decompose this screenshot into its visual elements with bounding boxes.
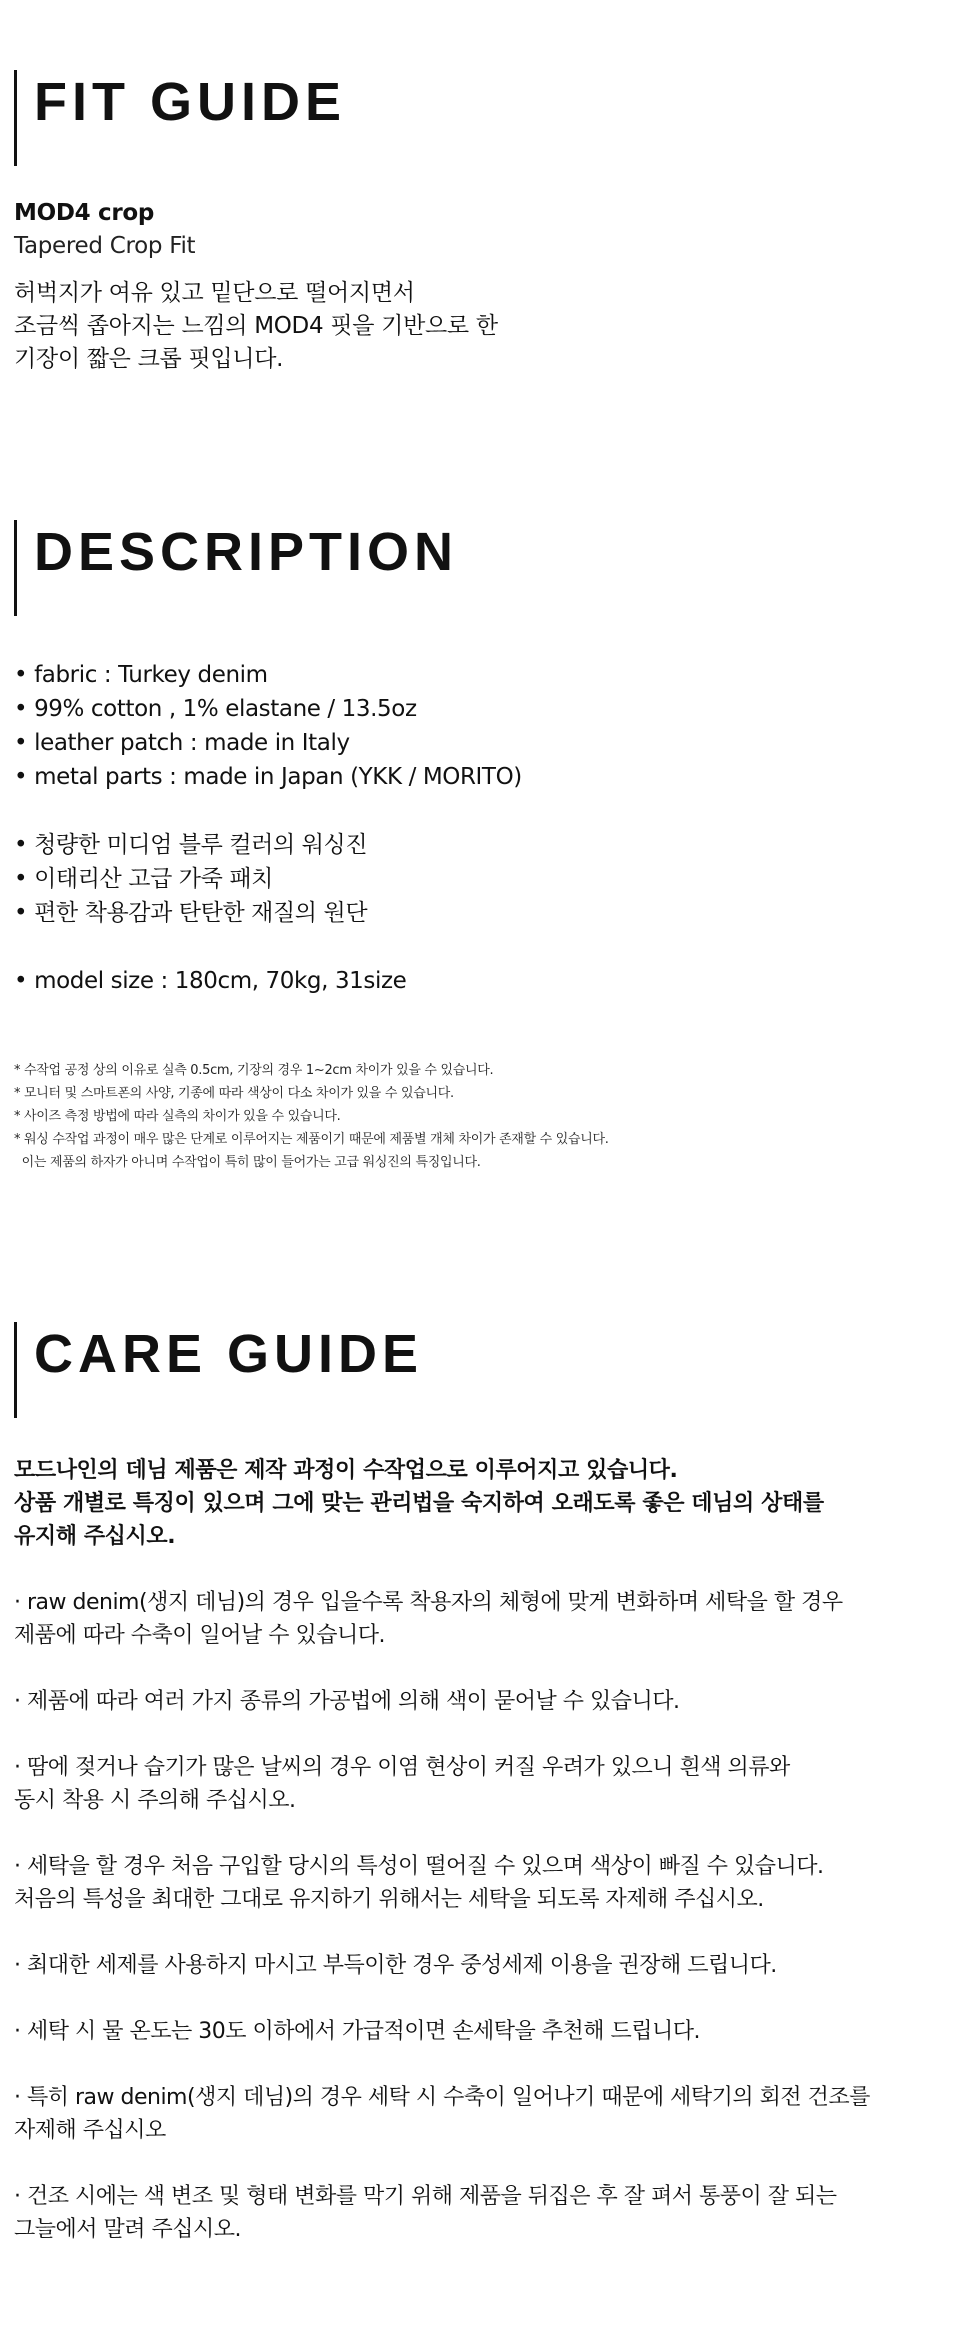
description-content <box>14 658 934 998</box>
care-list <box>14 1586 934 2246</box>
care-item-line: · 특히 raw denim(생지 데님)의 경우 세탁 시 수축이 일어나기 때문에 세탁기의 회전 건조를 <box>14 2085 870 2110</box>
model-size-text: • model size : 180cm, 70kg, 31size <box>14 968 407 994</box>
care-item <box>14 2180 934 2246</box>
care-intro <box>14 1454 934 1553</box>
care-item <box>14 1751 934 1817</box>
note-item: * 수작업 공정 상의 이유로 실측 0.5cm, 기장의 경우 1~2cm 차이가 있을 수 있습니다. <box>14 1063 494 1078</box>
section-accent-bar <box>14 520 17 616</box>
care-guide-title: CARE GUIDE <box>34 1324 424 1384</box>
care-item-line: · 건조 시에는 색 변조 및 형태 변화를 막기 위해 제품을 뒤집은 후 잘 펴서 통풍이 잘 되는 <box>14 2184 837 2209</box>
fit-guide-content <box>14 197 934 376</box>
care-item <box>14 1586 934 1652</box>
feature-item: • 이태리산 고급 가죽 패치 <box>14 866 273 892</box>
care-intro-line: 유지해 주십시오. <box>14 1524 176 1549</box>
feature-item: • 편한 착용감과 탄탄한 재질의 원단 <box>14 900 368 926</box>
care-guide-content <box>14 1454 934 2279</box>
spec-item: • leather patch : made in Italy <box>14 730 350 756</box>
care-item-line: 자제해 주십시오 <box>14 2118 166 2143</box>
spec-item: • 99% cotton , 1% elastane / 13.5oz <box>14 696 417 722</box>
care-item-line: 동시 착용 시 주의해 주십시오. <box>14 1788 296 1813</box>
care-item-line: · 땀에 젖거나 습기가 많은 날씨의 경우 이염 현상이 커질 우려가 있으니 흰색 의류와 <box>14 1755 790 1780</box>
care-item-line: · 세탁 시 물 온도는 30도 이하에서 가급적이면 손세탁을 추천해 드립니다. <box>14 2019 700 2044</box>
spec-list <box>14 658 934 794</box>
feature-item: • 청량한 미디엄 블루 컬러의 워싱진 <box>14 832 368 858</box>
fit-description-line: 조금씩 좁아지는 느낌의 MOD4 핏을 기반으로 한 <box>14 313 498 339</box>
note-item: 이는 제품의 하자가 아니며 수작업이 특히 많이 들어가는 고급 워싱진의 특징입니다. <box>14 1155 481 1170</box>
care-item <box>14 2081 934 2147</box>
care-item-line: 제품에 따라 수축이 일어날 수 있습니다. <box>14 1623 385 1648</box>
care-item-line: · 제품에 따라 여러 가지 종류의 가공법에 의해 색이 묻어날 수 있습니다. <box>14 1689 680 1714</box>
feature-list <box>14 828 934 930</box>
note-item: * 사이즈 측정 방법에 따라 실측의 차이가 있을 수 있습니다. <box>14 1109 341 1124</box>
care-intro-line: 상품 개별로 특징이 있으며 그에 맞는 관리법을 숙지하여 오래도록 좋은 데님의 상태를 <box>14 1491 824 1516</box>
fit-description-line: 기장이 짧은 크롭 핏입니다. <box>14 346 284 372</box>
care-item-line: 처음의 특성을 최대한 그대로 유지하기 위해서는 세탁을 되도록 자제해 주십시오. <box>14 1887 764 1912</box>
care-item-line: · 최대한 세제를 사용하지 마시고 부득이한 경우 중성세제 이용을 권장해 드립니다. <box>14 1953 777 1978</box>
fit-description-line: 허벅지가 여유 있고 밑단으로 떨어지면서 <box>14 280 415 306</box>
care-item-line: · 세탁을 할 경우 처음 구입할 당시의 특성이 떨어질 수 있으며 색상이 빠질 수 있습니다. <box>14 1854 824 1879</box>
section-accent-bar <box>14 1322 17 1418</box>
spec-item: • fabric : Turkey denim <box>14 662 268 688</box>
spec-item: • metal parts : made in Japan (YKK / MORITO) <box>14 764 522 790</box>
notes-list <box>14 1059 934 1174</box>
fit-guide-title: FIT GUIDE <box>34 72 346 132</box>
note-item: * 모니터 및 스마트폰의 사양, 기종에 따라 색상이 다소 차이가 있을 수 있습니다. <box>14 1086 454 1101</box>
care-item <box>14 2015 934 2048</box>
fit-name: MOD4 crop <box>14 200 155 226</box>
care-item <box>14 1685 934 1718</box>
care-item <box>14 1949 934 1982</box>
section-accent-bar <box>14 70 17 166</box>
description-title: DESCRIPTION <box>34 522 459 582</box>
care-item-line: 그늘에서 말려 주십시오. <box>14 2217 242 2242</box>
care-item <box>14 1850 934 1916</box>
fit-description <box>14 277 934 376</box>
fit-subtitle: Tapered Crop Fit <box>14 233 196 259</box>
note-item: * 워싱 수작업 과정이 매우 많은 단계로 이루어지는 제품이기 때문에 제품별 개체 차이가 존재할 수 있습니다. <box>14 1132 609 1147</box>
model-size <box>14 964 934 998</box>
care-item-line: · raw denim(생지 데님)의 경우 입을수록 착용자의 체형에 맞게 변화하며 세탁을 할 경우 <box>14 1590 843 1615</box>
care-intro-line: 모드나인의 데님 제품은 제작 과정이 수작업으로 이루어지고 있습니다. <box>14 1458 678 1483</box>
